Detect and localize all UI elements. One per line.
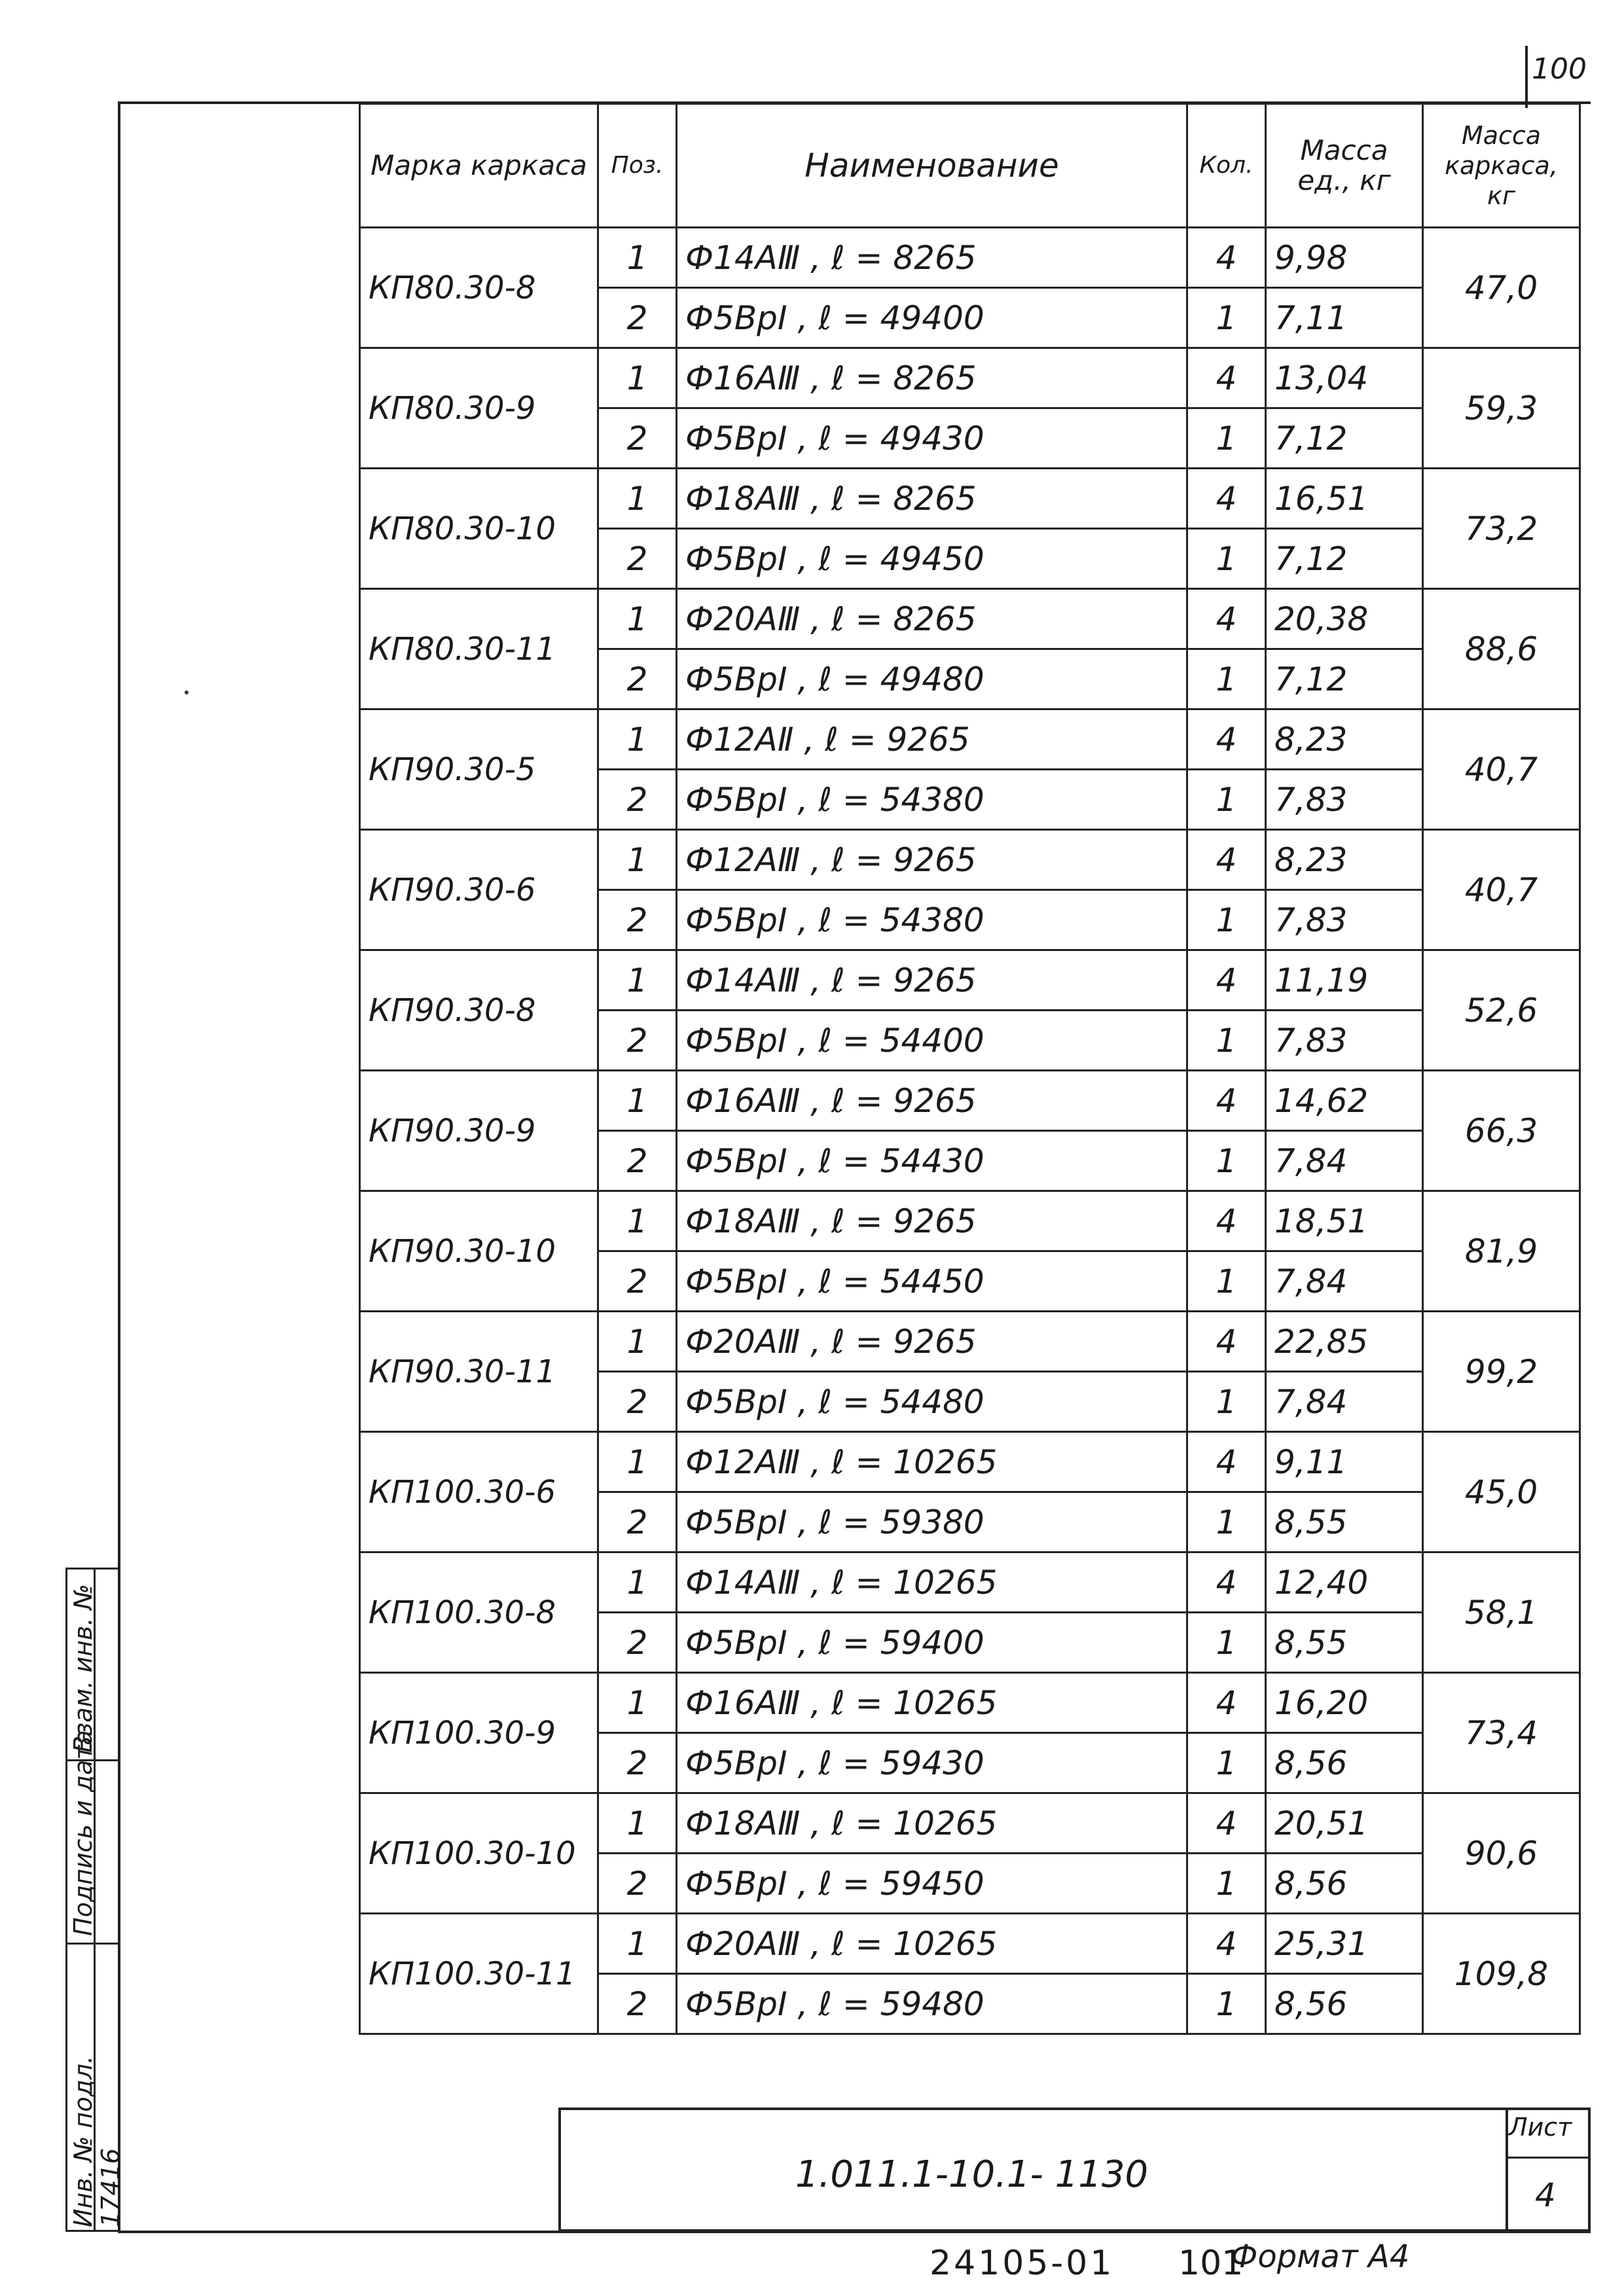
unit-mass: 12,40: [1266, 1552, 1423, 1613]
unit-mass: 8,55: [1266, 1492, 1423, 1552]
item-name: Ф16АⅢ , ℓ = 9265: [677, 1071, 1187, 1131]
sheet-box-divider: [1506, 2157, 1591, 2159]
sign-date-label: Подпись и дата: [69, 1730, 98, 1936]
specification-table: [359, 103, 1581, 2035]
position-number: 1: [598, 348, 677, 408]
item-name: Ф5ВрⅠ , ℓ = 59400: [677, 1613, 1187, 1673]
side-approval-strip: [65, 1568, 125, 2232]
frame-mark: КП90.30-8: [360, 950, 598, 1071]
position-number: 2: [598, 529, 677, 589]
table-row: [360, 830, 1580, 890]
item-name: Ф5ВрⅠ , ℓ = 54430: [677, 1131, 1187, 1191]
column-header-pos: Поз.: [598, 104, 677, 228]
inv-orig-label: Инв. № подл.: [69, 2055, 98, 2227]
unit-mass: 7,84: [1266, 1131, 1423, 1191]
position-number: 1: [598, 830, 677, 890]
unit-mass: 8,56: [1266, 1854, 1423, 1914]
unit-mass: 16,20: [1266, 1673, 1423, 1733]
unit-mass: 7,12: [1266, 649, 1423, 709]
item-quantity: 4: [1187, 1191, 1266, 1251]
item-quantity: 1: [1187, 1974, 1266, 2034]
item-quantity: 4: [1187, 1432, 1266, 1492]
item-name: Ф18АⅢ , ℓ = 8265: [677, 469, 1187, 529]
frame-mark: КП90.30-9: [360, 1071, 598, 1191]
table-row: [360, 950, 1580, 1011]
frame-total-mass: 99,2: [1423, 1312, 1580, 1432]
position-number: 1: [598, 1432, 677, 1492]
item-name: Ф18АⅢ , ℓ = 9265: [677, 1191, 1187, 1251]
position-number: 1: [598, 1673, 677, 1733]
item-name: Ф16АⅢ , ℓ = 10265: [677, 1673, 1187, 1733]
item-quantity: 4: [1187, 830, 1266, 890]
unit-mass: 7,83: [1266, 1011, 1423, 1071]
item-name: Ф5ВрⅠ , ℓ = 54380: [677, 770, 1187, 830]
table-row: [360, 1914, 1580, 1974]
item-quantity: 4: [1187, 348, 1266, 408]
item-name: Ф12АⅢ , ℓ = 9265: [677, 830, 1187, 890]
unit-mass: 13,04: [1266, 348, 1423, 408]
frame-mark: КП100.30-8: [360, 1552, 598, 1673]
column-header-mark: Марка каркаса: [360, 104, 598, 228]
item-name: Ф5ВрⅠ , ℓ = 54450: [677, 1251, 1187, 1312]
frame-total-mass: 73,2: [1423, 469, 1580, 589]
item-name: Ф5ВрⅠ , ℓ = 59430: [677, 1733, 1187, 1793]
item-name: Ф5ВрⅠ , ℓ = 54400: [677, 1011, 1187, 1071]
position-number: 1: [598, 1552, 677, 1613]
table-row: [360, 1191, 1580, 1251]
table-row: [360, 1673, 1580, 1733]
archive-number: 24105-01: [929, 2244, 1115, 2283]
frame-mark: КП80.30-9: [360, 348, 598, 469]
stray-dot: [185, 691, 189, 694]
table-row: [360, 1552, 1580, 1613]
frame-total-mass: 90,6: [1423, 1793, 1580, 1914]
unit-mass: 7,12: [1266, 529, 1423, 589]
frame-total-mass: 52,6: [1423, 950, 1580, 1071]
unit-mass: 18,51: [1266, 1191, 1423, 1251]
position-number: 1: [598, 709, 677, 770]
frame-total-mass: 45,0: [1423, 1432, 1580, 1552]
item-name: Ф16АⅢ , ℓ = 8265: [677, 348, 1187, 408]
position-number: 2: [598, 890, 677, 950]
table-row: [360, 1312, 1580, 1372]
table-row: [360, 589, 1580, 649]
frame-total-mass: 73,4: [1423, 1673, 1580, 1793]
item-name: Ф5ВрⅠ , ℓ = 54380: [677, 890, 1187, 950]
item-quantity: 4: [1187, 228, 1266, 288]
item-name: Ф20АⅢ , ℓ = 10265: [677, 1914, 1187, 1974]
side-strip-divider: [67, 1943, 118, 1945]
unit-mass: 8,23: [1266, 830, 1423, 890]
unit-mass: 7,12: [1266, 408, 1423, 469]
position-number: 1: [598, 228, 677, 288]
archive-sheet: 101: [1178, 2244, 1244, 2283]
unit-mass: 7,84: [1266, 1372, 1423, 1432]
item-quantity: 1: [1187, 1492, 1266, 1552]
table-row: [360, 1432, 1580, 1492]
frame-mark: КП100.30-11: [360, 1914, 598, 2034]
item-name: Ф18АⅢ , ℓ = 10265: [677, 1793, 1187, 1854]
position-number: 2: [598, 1974, 677, 2034]
column-header-qty: Кол.: [1187, 104, 1266, 228]
item-quantity: 1: [1187, 408, 1266, 469]
position-number: 2: [598, 1492, 677, 1552]
position-number: 1: [598, 589, 677, 649]
position-number: 1: [598, 950, 677, 1011]
position-number: 1: [598, 469, 677, 529]
item-name: Ф5ВрⅠ , ℓ = 59480: [677, 1974, 1187, 2034]
item-quantity: 4: [1187, 1793, 1266, 1854]
column-header-name: Наименование: [677, 104, 1187, 228]
item-name: Ф5ВрⅠ , ℓ = 49400: [677, 288, 1187, 348]
table-row: [360, 469, 1580, 529]
frame-total-mass: 40,7: [1423, 830, 1580, 950]
unit-mass: 8,23: [1266, 709, 1423, 770]
item-quantity: 1: [1187, 890, 1266, 950]
inv-orig-value: 17416: [96, 2148, 125, 2227]
frame-total-mass: 59,3: [1423, 348, 1580, 469]
item-quantity: 1: [1187, 1251, 1266, 1312]
item-name: Ф20АⅢ , ℓ = 8265: [677, 589, 1187, 649]
table-row: [360, 348, 1580, 408]
table-header-row: [360, 104, 1580, 228]
frame-mark: КП100.30-10: [360, 1793, 598, 1914]
unit-mass: 14,62: [1266, 1071, 1423, 1131]
unit-mass: 7,11: [1266, 288, 1423, 348]
sheet-label: Лист: [1509, 2113, 1572, 2142]
frame-mark: КП100.30-9: [360, 1673, 598, 1793]
item-quantity: 4: [1187, 709, 1266, 770]
position-number: 1: [598, 1793, 677, 1854]
position-number: 2: [598, 770, 677, 830]
column-header-unit-mass: Масса ед., кг: [1266, 104, 1423, 228]
item-quantity: 4: [1187, 469, 1266, 529]
item-quantity: 1: [1187, 1011, 1266, 1071]
frame-mark: КП80.30-8: [360, 228, 598, 348]
position-number: 2: [598, 408, 677, 469]
position-number: 2: [598, 1131, 677, 1191]
item-quantity: 1: [1187, 649, 1266, 709]
frame-mark: КП100.30-6: [360, 1432, 598, 1552]
table-row: [360, 709, 1580, 770]
item-quantity: 1: [1187, 288, 1266, 348]
position-number: 1: [598, 1071, 677, 1131]
position-number: 2: [598, 1372, 677, 1432]
position-number: 2: [598, 1613, 677, 1673]
table-row: [360, 228, 1580, 288]
position-number: 2: [598, 288, 677, 348]
frame-total-mass: 88,6: [1423, 589, 1580, 709]
frame-mark: КП90.30-11: [360, 1312, 598, 1432]
item-quantity: 4: [1187, 1914, 1266, 1974]
item-quantity: 4: [1187, 1552, 1266, 1613]
item-name: Ф12АⅡ , ℓ = 9265: [677, 709, 1187, 770]
item-quantity: 1: [1187, 1372, 1266, 1432]
replace-inv-label: Взам. инв. №: [69, 1583, 98, 1753]
position-number: 2: [598, 649, 677, 709]
unit-mass: 20,51: [1266, 1793, 1423, 1854]
item-name: Ф5ВрⅠ , ℓ = 49430: [677, 408, 1187, 469]
item-name: Ф5ВрⅠ , ℓ = 59450: [677, 1854, 1187, 1914]
item-quantity: 4: [1187, 950, 1266, 1011]
item-quantity: 4: [1187, 589, 1266, 649]
paper-format: Формат А4: [1231, 2238, 1410, 2275]
item-name: Ф5ВрⅠ , ℓ = 54480: [677, 1372, 1187, 1432]
sheet-number: 4: [1535, 2176, 1556, 2214]
frame-total-mass: 81,9: [1423, 1191, 1580, 1312]
item-quantity: 1: [1187, 770, 1266, 830]
frame-mark: КП80.30-10: [360, 469, 598, 589]
position-number: 1: [598, 1914, 677, 1974]
item-name: Ф5ВрⅠ , ℓ = 49480: [677, 649, 1187, 709]
item-name: Ф14АⅢ , ℓ = 10265: [677, 1552, 1187, 1613]
unit-mass: 7,83: [1266, 770, 1423, 830]
frame-mark: КП80.30-11: [360, 589, 598, 709]
unit-mass: 9,11: [1266, 1432, 1423, 1492]
unit-mass: 22,85: [1266, 1312, 1423, 1372]
frame-total-mass: 47,0: [1423, 228, 1580, 348]
unit-mass: 7,84: [1266, 1251, 1423, 1312]
unit-mass: 8,56: [1266, 1974, 1423, 2034]
page-number-divider: [1525, 46, 1528, 108]
frame-mark: КП90.30-5: [360, 709, 598, 830]
item-name: Ф12АⅢ , ℓ = 10265: [677, 1432, 1187, 1492]
frame-mark: КП90.30-10: [360, 1191, 598, 1312]
item-quantity: 1: [1187, 1613, 1266, 1673]
item-name: Ф5ВрⅠ , ℓ = 49450: [677, 529, 1187, 589]
item-quantity: 4: [1187, 1312, 1266, 1372]
item-quantity: 1: [1187, 1131, 1266, 1191]
column-header-frame-mass: Масса каркаса, кг: [1423, 104, 1580, 228]
position-number: 1: [598, 1191, 677, 1251]
item-name: Ф14АⅢ , ℓ = 8265: [677, 228, 1187, 288]
item-quantity: 1: [1187, 529, 1266, 589]
item-quantity: 4: [1187, 1673, 1266, 1733]
frame-total-mass: 58,1: [1423, 1552, 1580, 1673]
frame-total-mass: 109,8: [1423, 1914, 1580, 2034]
page-number: 100: [1532, 52, 1587, 86]
item-quantity: 4: [1187, 1071, 1266, 1131]
unit-mass: 16,51: [1266, 469, 1423, 529]
unit-mass: 25,31: [1266, 1914, 1423, 1974]
position-number: 1: [598, 1312, 677, 1372]
position-number: 2: [598, 1733, 677, 1793]
position-number: 2: [598, 1251, 677, 1312]
item-quantity: 1: [1187, 1854, 1266, 1914]
document-code: 1.011.1-10.1- 1130: [795, 2153, 1149, 2196]
frame-total-mass: 66,3: [1423, 1071, 1580, 1191]
frame-mark: КП90.30-6: [360, 830, 598, 950]
unit-mass: 11,19: [1266, 950, 1423, 1011]
position-number: 2: [598, 1011, 677, 1071]
item-name: Ф20АⅢ , ℓ = 9265: [677, 1312, 1187, 1372]
item-name: Ф5ВрⅠ , ℓ = 59380: [677, 1492, 1187, 1552]
frame-total-mass: 40,7: [1423, 709, 1580, 830]
item-quantity: 1: [1187, 1733, 1266, 1793]
unit-mass: 7,83: [1266, 890, 1423, 950]
table-row: [360, 1071, 1580, 1131]
unit-mass: 9,98: [1266, 228, 1423, 288]
item-name: Ф14АⅢ , ℓ = 9265: [677, 950, 1187, 1011]
position-number: 2: [598, 1854, 677, 1914]
unit-mass: 8,56: [1266, 1733, 1423, 1793]
unit-mass: 8,55: [1266, 1613, 1423, 1673]
unit-mass: 20,38: [1266, 589, 1423, 649]
table-row: [360, 1793, 1580, 1854]
